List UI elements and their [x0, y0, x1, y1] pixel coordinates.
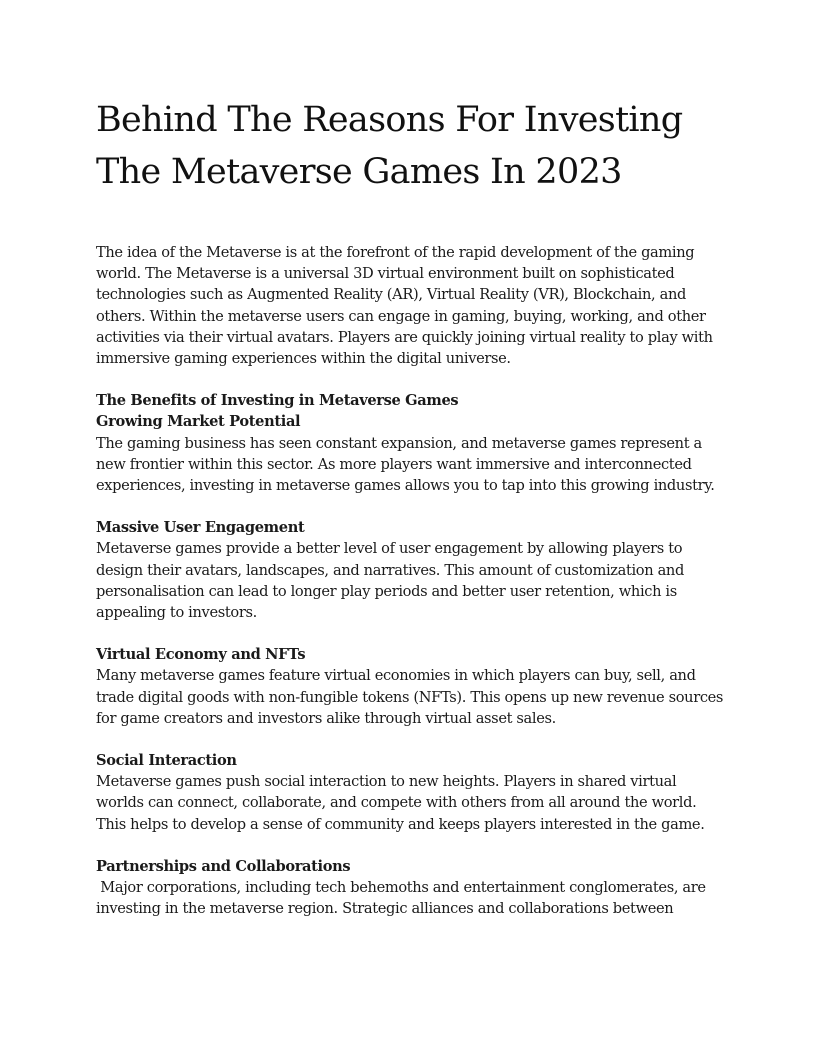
section-heading: Growing Market Potential: [96, 413, 301, 431]
intro-paragraph: The idea of the Metaverse is at the forefront of the rapid development of the gaming world. The Metaverse is a universal 3D virtual environment built on sophisticated technologies such as Augmented Reality (AR), Virtual Reality (VR), Blockchain, and others. Within the metaverse users can engage in gaming, buying, working, and other activities via their virtual avatars. Players are quickly joining virtual reality to play with immersive gaming experiences within the digital universe.: [96, 244, 713, 368]
section-paragraph: Metaverse games push social interaction to new heights. Players in shared virtual worlds can connect, collaborate, and compete with others from all around the world. This helps to develop a sense of community and keeps players interested in the game.: [96, 773, 705, 833]
section-heading: Partnerships and Collaborations: [96, 857, 351, 875]
title-line-1: Behind The Reasons For Investing: [96, 100, 683, 140]
section-heading: Social Interaction: [96, 752, 237, 770]
section-heading: Virtual Economy and NFTs: [96, 646, 306, 664]
section-paragraph: Major corporations, including tech behemoths and entertainment conglomerates, are investing in the metaverse region. Strategic alliances and collaborations between: [96, 879, 710, 918]
section-heading: Massive User Engagement: [96, 519, 305, 537]
document-page: [96, 94, 726, 919]
section-paragraph: Many metaverse games feature virtual economies in which players can buy, sell, and trade digital goods with non-fungible tokens (NFTs). This opens up new revenue sources for game creators and investors alike through virtual asset sales.: [96, 667, 724, 727]
section-paragraph: The gaming business has seen constant expansion, and metaverse games represent a new frontier within this sector. As more players want immersive and interconnected experiences, investing in metaverse games allows you to tap into this growing industry.: [96, 434, 715, 495]
section-paragraph: Metaverse games provide a better level of user engagement by allowing players to design their avatars, landscapes, and narratives. This amount of customization and personalisation can lead to longer play periods and better user retention, which is appealing to investors.: [96, 540, 684, 622]
document-title: [96, 94, 726, 198]
benefits-heading: The Benefits of Investing in Metaverse Games: [96, 392, 459, 410]
title-line-2: The Metaverse Games In 2023: [96, 152, 622, 192]
